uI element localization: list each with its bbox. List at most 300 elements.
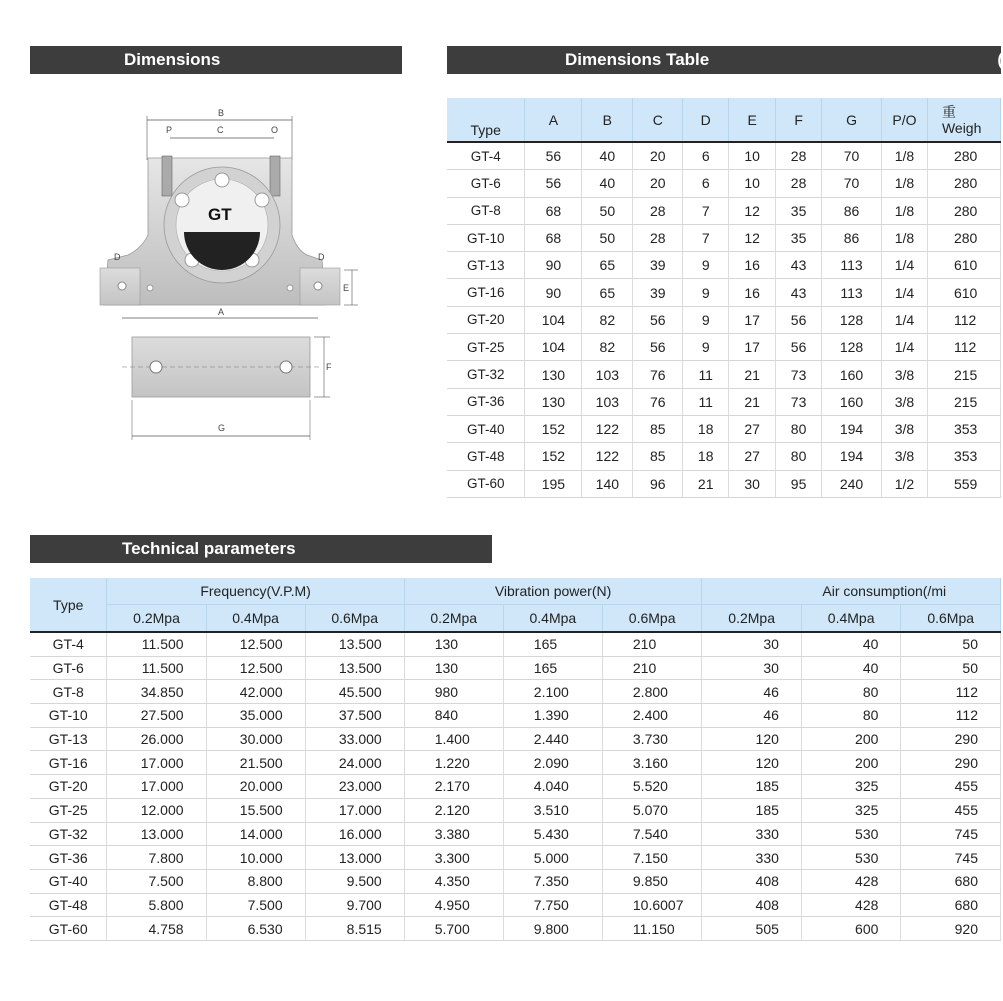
pressure-header: 0.2Mpa — [702, 605, 802, 633]
value-cell: 112 — [901, 680, 1001, 704]
value-cell: 85 — [633, 415, 683, 442]
value-cell: 6 — [683, 142, 729, 170]
value-cell: 85 — [633, 443, 683, 470]
type-cell: GT-6 — [30, 656, 107, 680]
value-cell: 50 — [901, 632, 1001, 656]
value-cell: 194 — [822, 443, 882, 470]
value-cell: 7.500 — [107, 869, 206, 893]
value-cell: 12.000 — [107, 798, 206, 822]
dimensions-row — [447, 170, 1001, 197]
tech-row — [30, 751, 1001, 775]
type-cell: GT-4 — [30, 632, 107, 656]
value-cell: 7.500 — [206, 893, 305, 917]
type-cell: GT-20 — [30, 775, 107, 799]
pressure-header: 0.4Mpa — [503, 605, 602, 633]
value-cell: 1/4 — [882, 252, 928, 279]
value-cell: 195 — [525, 470, 582, 497]
dimensions-row — [447, 361, 1001, 388]
value-cell: 56 — [633, 306, 683, 333]
value-cell: 43 — [776, 252, 822, 279]
value-cell: 113 — [822, 279, 882, 306]
label-f: F — [326, 362, 332, 372]
value-cell: 840 — [404, 704, 503, 728]
value-cell: 112 — [901, 704, 1001, 728]
value-cell: 7.800 — [107, 846, 206, 870]
type-cell: GT-25 — [30, 798, 107, 822]
value-cell: 330 — [702, 822, 802, 846]
value-cell: 28 — [776, 170, 822, 197]
type-cell: GT-16 — [447, 279, 525, 306]
value-cell: 9.800 — [503, 917, 602, 941]
value-cell: 112 — [927, 306, 1000, 333]
value-cell: 1/8 — [882, 224, 928, 251]
header-type: Type — [447, 98, 525, 142]
value-cell: 40 — [801, 632, 901, 656]
pressure-header: 0.2Mpa — [404, 605, 503, 633]
tech-row — [30, 632, 1001, 656]
value-cell: 34.850 — [107, 680, 206, 704]
technical-parameters-title: Technical parameters — [122, 539, 296, 558]
type-cell: GT-6 — [447, 170, 525, 197]
header-b: B — [582, 98, 633, 142]
dimensions-row — [447, 388, 1001, 415]
value-cell: 5.800 — [107, 893, 206, 917]
value-cell: 12.500 — [206, 632, 305, 656]
value-cell: 103 — [582, 361, 633, 388]
value-cell: 130 — [404, 656, 503, 680]
value-cell: 12 — [729, 224, 776, 251]
value-cell: 559 — [927, 470, 1000, 497]
value-cell: 745 — [901, 846, 1001, 870]
value-cell: 90 — [525, 252, 582, 279]
value-cell: 428 — [801, 893, 901, 917]
value-cell: 160 — [822, 388, 882, 415]
value-cell: 68 — [525, 197, 582, 224]
value-cell: 70 — [822, 170, 882, 197]
header-f: F — [776, 98, 822, 142]
value-cell: 240 — [822, 470, 882, 497]
dimensions-table — [447, 98, 1001, 498]
value-cell: 290 — [901, 727, 1001, 751]
value-cell: 13.000 — [107, 822, 206, 846]
value-cell: 680 — [901, 893, 1001, 917]
value-cell: 70 — [822, 142, 882, 170]
value-cell: 680 — [901, 869, 1001, 893]
value-cell: 5.700 — [404, 917, 503, 941]
label-o: O — [271, 125, 279, 135]
value-cell: 600 — [801, 917, 901, 941]
tech-row — [30, 893, 1001, 917]
value-cell: 128 — [822, 334, 882, 361]
value-cell: 280 — [927, 170, 1000, 197]
value-cell: 980 — [404, 680, 503, 704]
value-cell: 43 — [776, 279, 822, 306]
value-cell: 80 — [776, 443, 822, 470]
value-cell: 9.700 — [305, 893, 404, 917]
value-cell: 11 — [683, 388, 729, 415]
value-cell: 1.390 — [503, 704, 602, 728]
value-cell: 2.440 — [503, 727, 602, 751]
value-cell: 8.515 — [305, 917, 404, 941]
value-cell: 4.350 — [404, 869, 503, 893]
header-weight-en: Weigh — [941, 119, 982, 136]
value-cell: 80 — [776, 415, 822, 442]
tech-row — [30, 917, 1001, 941]
value-cell: 33.000 — [305, 727, 404, 751]
value-cell: 76 — [633, 361, 683, 388]
value-cell: 2.800 — [602, 680, 702, 704]
value-cell: 45.500 — [305, 680, 404, 704]
dimensions-row — [447, 415, 1001, 442]
value-cell: 56 — [633, 334, 683, 361]
header-weight — [927, 98, 1000, 142]
value-cell: 505 — [702, 917, 802, 941]
value-cell: 5.520 — [602, 775, 702, 799]
type-cell: GT-40 — [447, 415, 525, 442]
value-cell: 7 — [683, 224, 729, 251]
tech-row — [30, 727, 1001, 751]
value-cell: 11 — [683, 361, 729, 388]
value-cell: 39 — [633, 279, 683, 306]
value-cell: 455 — [901, 798, 1001, 822]
header-d: D — [683, 98, 729, 142]
value-cell: 152 — [525, 415, 582, 442]
value-cell: 194 — [822, 415, 882, 442]
value-cell: 24.000 — [305, 751, 404, 775]
value-cell: 56 — [525, 170, 582, 197]
tech-row — [30, 846, 1001, 870]
label-p: P — [166, 125, 173, 135]
type-cell: GT-32 — [30, 822, 107, 846]
value-cell: 14.000 — [206, 822, 305, 846]
tech-row — [30, 680, 1001, 704]
value-cell: 46 — [702, 680, 802, 704]
value-cell: 7 — [683, 197, 729, 224]
value-cell: 21.500 — [206, 751, 305, 775]
value-cell: 4.758 — [107, 917, 206, 941]
type-cell: GT-10 — [447, 224, 525, 251]
type-cell: GT-60 — [30, 917, 107, 941]
value-cell: 3.160 — [602, 751, 702, 775]
value-cell: 35.000 — [206, 704, 305, 728]
value-cell: 160 — [822, 361, 882, 388]
type-cell: GT-13 — [30, 727, 107, 751]
value-cell: 428 — [801, 869, 901, 893]
value-cell: 12.500 — [206, 656, 305, 680]
value-cell: 10.6007 — [602, 893, 702, 917]
type-cell: GT-40 — [30, 869, 107, 893]
value-cell: 50 — [901, 656, 1001, 680]
value-cell: 4.950 — [404, 893, 503, 917]
header-g: G — [822, 98, 882, 142]
value-cell: 1.400 — [404, 727, 503, 751]
value-cell: 9 — [683, 306, 729, 333]
type-cell: GT-36 — [447, 388, 525, 415]
value-cell: 30 — [702, 632, 802, 656]
value-cell: 65 — [582, 279, 633, 306]
tech-row — [30, 704, 1001, 728]
value-cell: 325 — [801, 775, 901, 799]
dimensions-row — [447, 334, 1001, 361]
value-cell: 280 — [927, 224, 1000, 251]
value-cell: 18 — [683, 415, 729, 442]
group-frequency: Frequency(V.P.M) — [107, 578, 404, 605]
dimensions-banner — [30, 46, 402, 74]
header-po: P/O — [882, 98, 928, 142]
value-cell: 82 — [582, 334, 633, 361]
vibrator-dimension-drawing — [92, 100, 362, 440]
value-cell: 6.530 — [206, 917, 305, 941]
value-cell: 40 — [582, 142, 633, 170]
value-cell: 46 — [702, 704, 802, 728]
dimensions-row — [447, 306, 1001, 333]
value-cell: 27.500 — [107, 704, 206, 728]
value-cell: 39 — [633, 252, 683, 279]
value-cell: 9 — [683, 252, 729, 279]
type-cell: GT-4 — [447, 142, 525, 170]
value-cell: 1/8 — [882, 170, 928, 197]
value-cell: 2.170 — [404, 775, 503, 799]
value-cell: 130 — [525, 388, 582, 415]
value-cell: 1/4 — [882, 334, 928, 361]
label-e: E — [343, 283, 350, 293]
value-cell: 30.000 — [206, 727, 305, 751]
header-e: E — [729, 98, 776, 142]
value-cell: 5.000 — [503, 846, 602, 870]
value-cell: 17.000 — [305, 798, 404, 822]
value-cell: 3.300 — [404, 846, 503, 870]
value-cell: 3/8 — [882, 361, 928, 388]
pressure-header: 0.6Mpa — [901, 605, 1001, 633]
type-cell: GT-20 — [447, 306, 525, 333]
value-cell: 13.000 — [305, 846, 404, 870]
value-cell: 2.400 — [602, 704, 702, 728]
value-cell: 20 — [633, 170, 683, 197]
value-cell: 2.100 — [503, 680, 602, 704]
type-cell: GT-10 — [30, 704, 107, 728]
value-cell: 95 — [776, 470, 822, 497]
value-cell: 20 — [633, 142, 683, 170]
tech-row — [30, 798, 1001, 822]
value-cell: 745 — [901, 822, 1001, 846]
value-cell: 10 — [729, 170, 776, 197]
type-cell: GT-60 — [447, 470, 525, 497]
value-cell: 1/8 — [882, 197, 928, 224]
value-cell: 30 — [729, 470, 776, 497]
dimensions-title: Dimensions — [124, 50, 221, 69]
value-cell: 408 — [702, 893, 802, 917]
value-cell: 23.000 — [305, 775, 404, 799]
dimensions-table-title: Dimensions Table — [565, 50, 710, 69]
value-cell: 21 — [729, 388, 776, 415]
value-cell: 5.070 — [602, 798, 702, 822]
value-cell: 1.220 — [404, 751, 503, 775]
group-vibration-power: Vibration power(N) — [404, 578, 702, 605]
value-cell: 104 — [525, 334, 582, 361]
type-cell: GT-25 — [447, 334, 525, 361]
value-cell: 35 — [776, 197, 822, 224]
value-cell: 13.500 — [305, 632, 404, 656]
type-cell: GT-16 — [30, 751, 107, 775]
value-cell: 5.430 — [503, 822, 602, 846]
value-cell: 112 — [927, 334, 1000, 361]
value-cell: 152 — [525, 443, 582, 470]
value-cell: 165 — [503, 656, 602, 680]
value-cell: 215 — [927, 388, 1000, 415]
value-cell: 7.350 — [503, 869, 602, 893]
dimensions-row — [447, 142, 1001, 170]
dimensions-body — [447, 142, 1001, 497]
value-cell: 11.500 — [107, 632, 206, 656]
value-cell: 16.000 — [305, 822, 404, 846]
value-cell: 122 — [582, 443, 633, 470]
value-cell: 1/4 — [882, 279, 928, 306]
value-cell: 185 — [702, 798, 802, 822]
value-cell: 122 — [582, 415, 633, 442]
value-cell: 9.850 — [602, 869, 702, 893]
label-c: C — [217, 125, 224, 135]
value-cell: 28 — [633, 197, 683, 224]
tech-row — [30, 822, 1001, 846]
value-cell: 50 — [582, 197, 633, 224]
pressure-header: 0.6Mpa — [305, 605, 404, 633]
pressure-header: 0.4Mpa — [801, 605, 901, 633]
value-cell: 8.800 — [206, 869, 305, 893]
value-cell: 2.090 — [503, 751, 602, 775]
type-cell: GT-13 — [447, 252, 525, 279]
value-cell: 530 — [801, 822, 901, 846]
value-cell: 1/4 — [882, 306, 928, 333]
value-cell: 2.120 — [404, 798, 503, 822]
value-cell: 27 — [729, 443, 776, 470]
value-cell: 9.500 — [305, 869, 404, 893]
value-cell: 1/2 — [882, 470, 928, 497]
value-cell: 3/8 — [882, 415, 928, 442]
value-cell: 15.500 — [206, 798, 305, 822]
value-cell: 408 — [702, 869, 802, 893]
value-cell: 280 — [927, 142, 1000, 170]
dimensions-row — [447, 252, 1001, 279]
value-cell: 3.730 — [602, 727, 702, 751]
tech-group-row — [30, 578, 1001, 605]
dimensions-row — [447, 279, 1001, 306]
gt-logo: GT — [208, 205, 232, 224]
label-d-right: D — [318, 252, 325, 262]
value-cell: 86 — [822, 224, 882, 251]
value-cell: 10 — [729, 142, 776, 170]
value-cell: 16 — [729, 279, 776, 306]
pressure-header: 0.4Mpa — [206, 605, 305, 633]
dimensions-header-row — [447, 98, 1001, 142]
value-cell: 7.540 — [602, 822, 702, 846]
value-cell: 280 — [927, 197, 1000, 224]
value-cell: 50 — [582, 224, 633, 251]
group-air-consumption: Air consumption(/mi — [702, 578, 1001, 605]
value-cell: 3.380 — [404, 822, 503, 846]
technical-parameters-banner — [30, 535, 492, 563]
technical-parameters-body — [30, 632, 1001, 940]
dimensions-table-banner — [447, 46, 1001, 74]
value-cell: 185 — [702, 775, 802, 799]
value-cell: 86 — [822, 197, 882, 224]
value-cell: 215 — [927, 361, 1000, 388]
tech-row — [30, 775, 1001, 799]
tech-row — [30, 869, 1001, 893]
value-cell: 12 — [729, 197, 776, 224]
value-cell: 68 — [525, 224, 582, 251]
value-cell: 21 — [683, 470, 729, 497]
value-cell: 353 — [927, 415, 1000, 442]
tech-row — [30, 656, 1001, 680]
value-cell: 80 — [801, 680, 901, 704]
value-cell: 28 — [633, 224, 683, 251]
value-cell: 3/8 — [882, 443, 928, 470]
value-cell: 17 — [729, 306, 776, 333]
tech-pressure-row — [30, 605, 1001, 633]
value-cell: 9 — [683, 334, 729, 361]
value-cell: 210 — [602, 656, 702, 680]
value-cell: 80 — [801, 704, 901, 728]
dimensions-row — [447, 443, 1001, 470]
pressure-header: 0.2Mpa — [107, 605, 206, 633]
pressure-header: 0.6Mpa — [602, 605, 702, 633]
dimensions-table-title-cut: ( — [997, 50, 1003, 69]
type-cell: GT-48 — [30, 893, 107, 917]
value-cell: 18 — [683, 443, 729, 470]
value-cell: 17.000 — [107, 751, 206, 775]
value-cell: 56 — [776, 334, 822, 361]
value-cell: 96 — [633, 470, 683, 497]
value-cell: 165 — [503, 632, 602, 656]
value-cell: 17 — [729, 334, 776, 361]
header-weight-cn: 重 — [941, 103, 956, 120]
value-cell: 200 — [801, 727, 901, 751]
value-cell: 56 — [525, 142, 582, 170]
value-cell: 35 — [776, 224, 822, 251]
value-cell: 82 — [582, 306, 633, 333]
value-cell: 42.000 — [206, 680, 305, 704]
value-cell: 1/8 — [882, 142, 928, 170]
value-cell: 40 — [582, 170, 633, 197]
value-cell: 210 — [602, 632, 702, 656]
label-b: B — [218, 108, 225, 118]
value-cell: 90 — [525, 279, 582, 306]
type-cell: GT-32 — [447, 361, 525, 388]
value-cell: 17.000 — [107, 775, 206, 799]
value-cell: 4.040 — [503, 775, 602, 799]
header-c: C — [633, 98, 683, 142]
value-cell: 26.000 — [107, 727, 206, 751]
value-cell: 113 — [822, 252, 882, 279]
value-cell: 3/8 — [882, 388, 928, 415]
value-cell: 455 — [901, 775, 1001, 799]
value-cell: 140 — [582, 470, 633, 497]
value-cell: 3.510 — [503, 798, 602, 822]
value-cell: 21 — [729, 361, 776, 388]
value-cell: 610 — [927, 252, 1000, 279]
value-cell: 9 — [683, 279, 729, 306]
tech-header-type: Type — [30, 578, 107, 632]
value-cell: 325 — [801, 798, 901, 822]
value-cell: 13.500 — [305, 656, 404, 680]
value-cell: 7.750 — [503, 893, 602, 917]
value-cell: 40 — [801, 656, 901, 680]
dimensions-row — [447, 197, 1001, 224]
value-cell: 65 — [582, 252, 633, 279]
value-cell: 130 — [525, 361, 582, 388]
value-cell: 11.500 — [107, 656, 206, 680]
technical-parameters-table — [30, 578, 1001, 941]
